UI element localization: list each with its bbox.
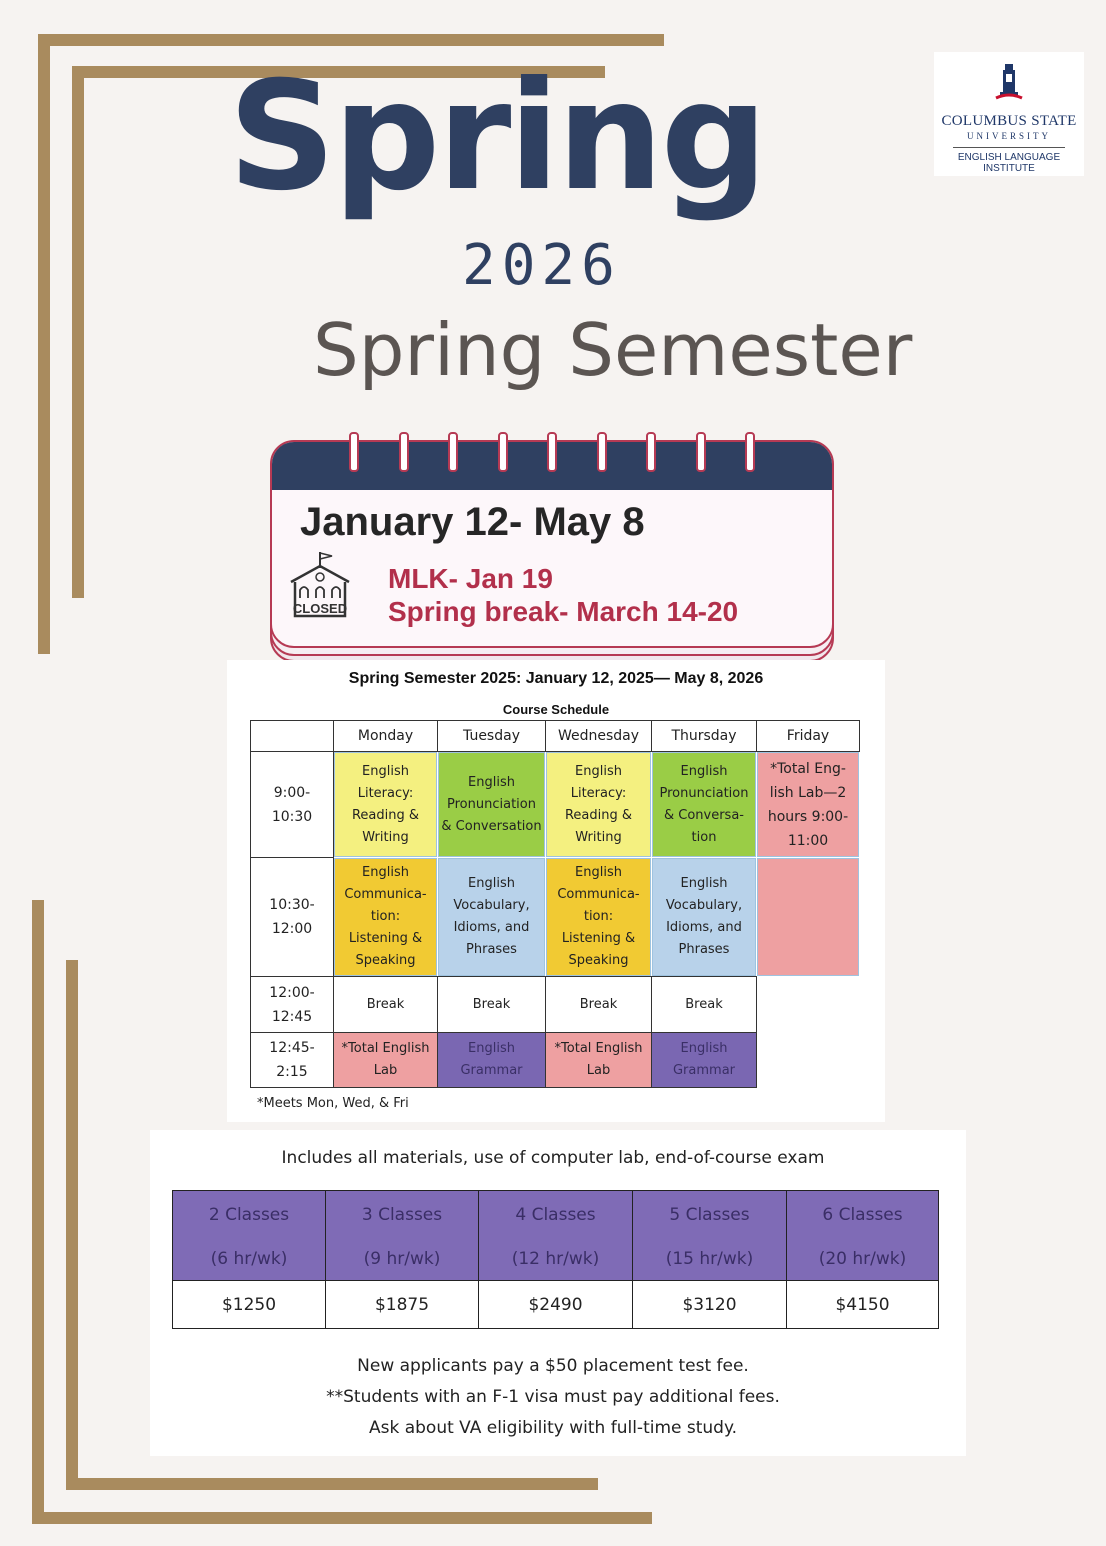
- day-header-friday: Friday: [756, 720, 860, 752]
- time-slot: 10:30- 12:00: [250, 857, 334, 977]
- calendar-ring: [597, 432, 607, 472]
- logo-university-word: UNIVERSITY: [967, 131, 1051, 141]
- calendar-ring: [448, 432, 458, 472]
- plan-classes: 4 Classes: [515, 1205, 596, 1225]
- time-slot: 12:00- 12:45: [250, 976, 334, 1033]
- holiday-mlk: MLK- Jan 19: [388, 563, 553, 594]
- course-cell: *Total Eng- lish Lab—2 hours 9:00- 11:00: [757, 752, 859, 857]
- logo-institute-line2: INSTITUTE: [983, 163, 1035, 174]
- plan-header: [786, 1190, 939, 1282]
- semester-dates: January 12- May 8: [300, 500, 645, 544]
- holiday-spring-break: Spring break- March 14-20: [388, 596, 739, 627]
- calendar-ring: [646, 432, 656, 472]
- page-subtitle: Spring Semester: [313, 308, 913, 392]
- plan-header: [325, 1190, 479, 1282]
- calendar-ring: [399, 432, 409, 472]
- schedule-corner-cell: [250, 720, 334, 752]
- plan-hours: (9 hr/wk): [363, 1249, 441, 1269]
- plan-hours: (15 hr/wk): [665, 1249, 754, 1269]
- course-cell-empty: [757, 858, 859, 976]
- university-logo: [934, 52, 1084, 176]
- schedule-title: Spring Semester 2025: January 12, 2025— May 8, 2026: [348, 670, 764, 687]
- course-cell: English Pronunciation & Conversation: [438, 752, 545, 857]
- break-cell: Break: [437, 976, 546, 1033]
- day-header-thursday: Thursday: [651, 720, 757, 752]
- calendar-ring: [696, 432, 706, 472]
- frame-bar-left-bottom-inner: [66, 960, 78, 1490]
- plan-price: $1250: [172, 1280, 326, 1329]
- time-slot: 9:00- 10:30: [250, 751, 334, 858]
- logo-university-name: COLUMBUS STATE: [941, 113, 1077, 129]
- plan-hours: (6 hr/wk): [210, 1249, 288, 1269]
- day-header-tuesday: Tuesday: [437, 720, 546, 752]
- plan-header: [172, 1190, 326, 1282]
- calendar-ring: [498, 432, 508, 472]
- course-cell: English Communica- tion: Listening & Speaking: [546, 858, 651, 976]
- calendar-ring: [547, 432, 557, 472]
- plan-hours: (12 hr/wk): [511, 1249, 600, 1269]
- page-title: Spring: [228, 50, 765, 224]
- plan-header: [632, 1190, 787, 1282]
- calendar-ring: [349, 432, 359, 472]
- plan-price: $4150: [786, 1280, 939, 1329]
- frame-bar-left-inner: [72, 66, 84, 598]
- course-cell: *Total English Lab: [545, 1032, 652, 1088]
- time-slot: 12:45- 2:15: [250, 1032, 334, 1088]
- course-cell: English Pronunciation & Conversa- tion: [652, 752, 756, 857]
- plan-hours: (20 hr/wk): [818, 1249, 907, 1269]
- frame-bar-left-outer: [38, 34, 50, 654]
- page-year: 2026: [462, 233, 621, 298]
- pricing-note: New applicants pay a $50 placement test fee.: [357, 1356, 749, 1376]
- course-cell: English Grammar: [651, 1032, 757, 1088]
- schedule-subtitle: Course Schedule: [502, 702, 610, 717]
- pricing-note: **Students with an F-1 visa must pay additional fees.: [326, 1387, 780, 1407]
- day-header-wednesday: Wednesday: [545, 720, 652, 752]
- course-cell: English Vocabulary, Idioms, and Phrases: [438, 858, 545, 976]
- break-cell: Break: [545, 976, 652, 1033]
- schedule-footnote: *Meets Mon, Wed, & Fri: [257, 1096, 409, 1111]
- day-header-monday: Monday: [333, 720, 438, 752]
- course-cell: English Vocabulary, Idioms, and Phrases: [652, 858, 756, 976]
- logo-institute-line1: ENGLISH LANGUAGE: [957, 152, 1061, 163]
- plan-classes: 2 Classes: [208, 1205, 290, 1225]
- course-schedule: [227, 660, 885, 1122]
- plan-classes: 6 Classes: [822, 1205, 903, 1225]
- frame-bar-bottom-inner: [66, 1478, 598, 1490]
- course-cell: English Literacy: Reading & Writing: [546, 752, 651, 857]
- closed-label: CLOSED: [292, 601, 348, 616]
- break-cell: Break: [651, 976, 757, 1033]
- plan-price: $3120: [632, 1280, 787, 1329]
- course-cell: English Communica- tion: Listening & Speaking: [334, 858, 437, 976]
- logo-divider: [953, 147, 1065, 148]
- course-cell: English Grammar: [437, 1032, 546, 1088]
- pricing-section: [150, 1130, 966, 1456]
- plan-header: [478, 1190, 633, 1282]
- pricing-includes: Includes all materials, use of computer lab, end-of-course exam: [281, 1148, 825, 1168]
- plan-price: $2490: [478, 1280, 633, 1329]
- frame-bar-bottom-outer: [32, 1512, 652, 1524]
- tower-icon: [994, 62, 1024, 102]
- course-cell: English Literacy: Reading & Writing: [334, 752, 437, 857]
- break-cell: Break: [333, 976, 438, 1033]
- course-cell: *Total English Lab: [333, 1032, 438, 1088]
- plan-classes: 3 Classes: [361, 1205, 443, 1225]
- frame-bar-left-bottom-outer: [32, 900, 44, 1524]
- calendar-ring: [745, 432, 755, 472]
- frame-bar-top-outer: [38, 34, 664, 46]
- school-closed-icon: [287, 550, 353, 620]
- pricing-note: Ask about VA eligibility with full-time study.: [368, 1418, 738, 1438]
- plan-price: $1875: [325, 1280, 479, 1329]
- plan-classes: 5 Classes: [669, 1205, 750, 1225]
